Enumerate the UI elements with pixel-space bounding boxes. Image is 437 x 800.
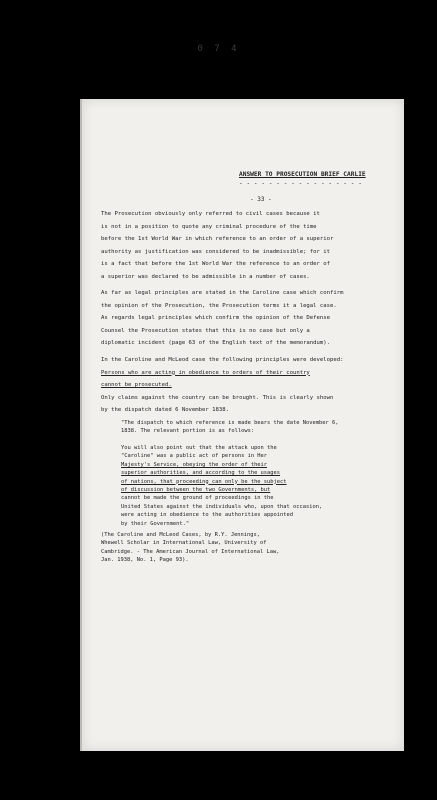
text-line: As regards legal principles which confirm the opinion of the Defense bbox=[101, 315, 331, 322]
citation-line: Whewell Scholar in International Law, University of bbox=[101, 540, 267, 547]
underlined-line: cannot be prosecuted. bbox=[101, 382, 172, 389]
quote-line: You will also point out that the attack upon the bbox=[121, 445, 277, 451]
text-line: authority as justification was considered to be inadmissible; for it bbox=[101, 248, 331, 255]
citation-line: Jan. 1938, No. 1, Page 93). bbox=[101, 557, 189, 564]
quote-line: 1838. The relevant portion is as follows: bbox=[121, 428, 255, 435]
text-line: Only claims against the country can be brought. This is clearly shown bbox=[101, 394, 334, 401]
underlined-quote-line: Majesty's Service, obeying the order of their bbox=[121, 461, 268, 468]
citation-line: Cambridge. - The American Journal of International Law, bbox=[101, 548, 280, 555]
paragraph-2 bbox=[101, 287, 391, 350]
document-heading: ANSWER TO PROSECUTION BRIEF CARLIE bbox=[239, 171, 366, 178]
quote-line: were acting in obedience to the authorities appointed bbox=[121, 512, 294, 519]
quote-line: "The dispatch to which reference is made bears the date November 6, bbox=[121, 420, 339, 426]
text-line: As far as legal principles are stated in the Caroline case which confirm bbox=[101, 290, 344, 296]
citation bbox=[101, 531, 391, 565]
paragraph-1 bbox=[101, 208, 391, 284]
underlined-quote-line: of discussion between the two Governments, but bbox=[121, 486, 271, 493]
quote-line: United States against the individuals who, upon that occasion, bbox=[121, 503, 323, 510]
quote-intro bbox=[121, 419, 381, 436]
text-line: by the dispatch dated 6 November 1838. bbox=[101, 407, 229, 414]
paragraph-3 bbox=[101, 354, 391, 417]
text-line: a superior was declared to be admissible in a number of cases. bbox=[101, 273, 310, 280]
film-frame-label: 0 7 4 bbox=[197, 44, 240, 54]
text-line: is a fact that before the 1st World War the reference to an order of bbox=[101, 261, 331, 268]
text-line: before the 1st World War in which reference to an order of a superior bbox=[101, 236, 334, 243]
text-line: The Prosecution obviously only referred to civil cases because it bbox=[101, 211, 320, 217]
text-line: is not in a position to quote any criminal procedure of the time bbox=[101, 223, 317, 230]
quote-line: cannot be made the ground of proceedings in the bbox=[121, 495, 274, 502]
citation-line: (The Caroline and McLeod Cases, by R.Y. Jennings, bbox=[101, 532, 261, 538]
text-line: the opinion of the Prosecution, the Prosecution terms it a legal case. bbox=[101, 302, 337, 309]
underlined-quote-line: of nations, that proceeding can only be the subject bbox=[121, 478, 287, 485]
quote-line: by their Government." bbox=[121, 520, 190, 527]
quote-body bbox=[121, 444, 381, 528]
page-number: - 33 - bbox=[250, 196, 272, 203]
underlined-quote-line: superior authorities, and according to the usages bbox=[121, 470, 281, 477]
text-line: diplomatic incident (page 63 of the English text of the memorandum). bbox=[101, 340, 331, 347]
heading-dashes: - - - - - - - - - - - - - - - - - bbox=[239, 180, 362, 187]
text-line: In the Caroline and McLeod case the following principles were developed: bbox=[101, 357, 344, 363]
underlined-line: Persons who are acting in obedience to orders of their country bbox=[101, 369, 310, 376]
quote-line: "Caroline" was a public act of persons in Her bbox=[121, 453, 268, 460]
text-line: Counsel the Prosecution states that this is no case but only a bbox=[101, 327, 310, 334]
document-page bbox=[82, 99, 404, 751]
